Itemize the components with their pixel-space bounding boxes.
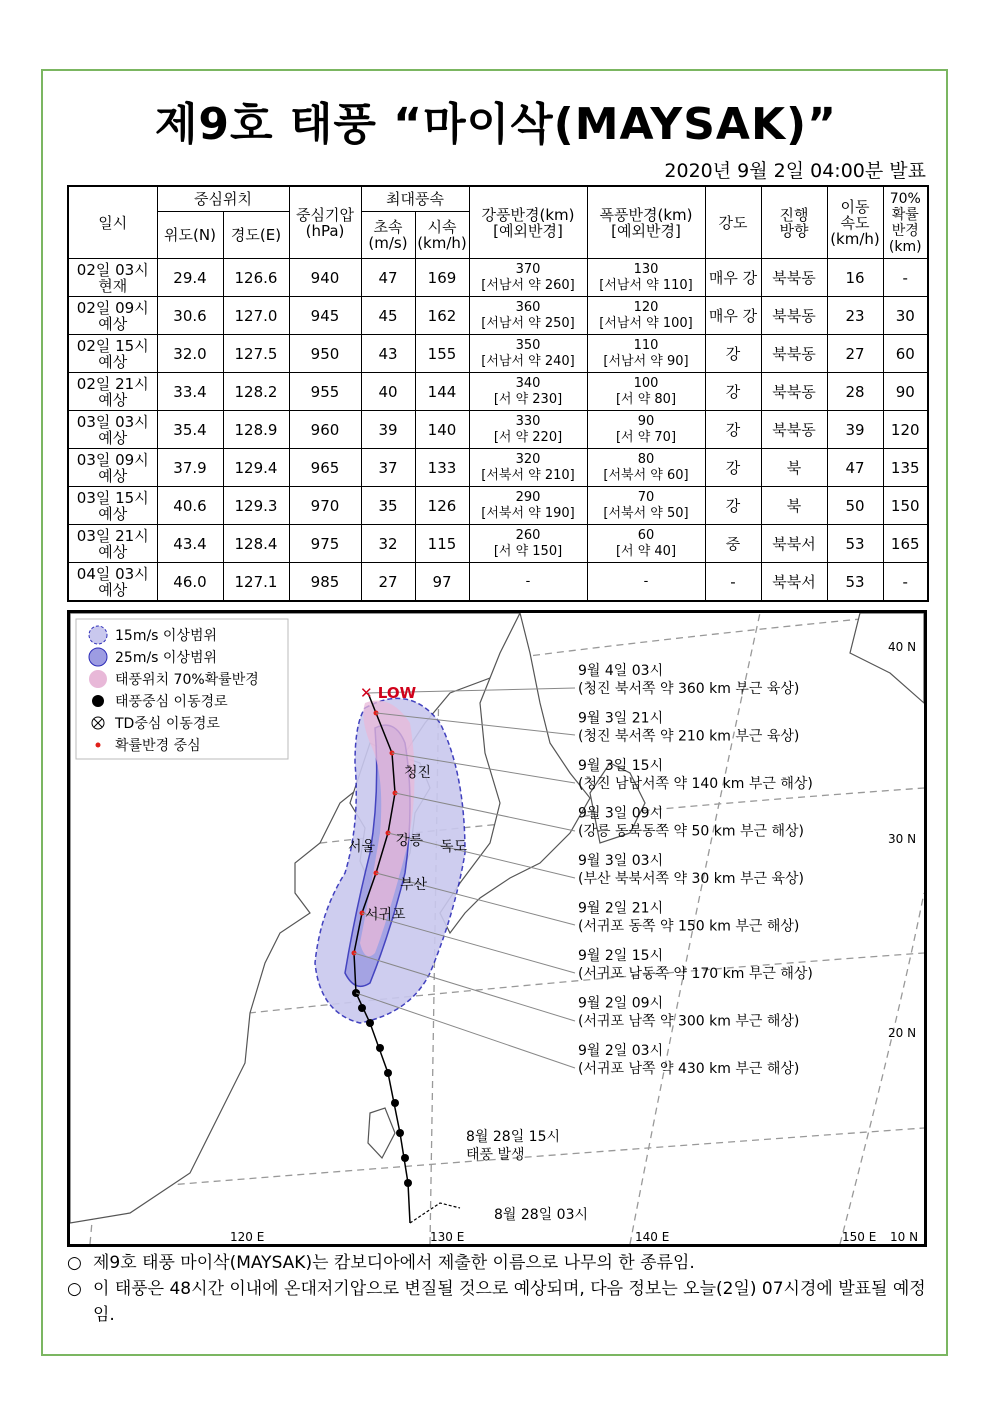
cell-strong: 370 [서남서 약 260] (469, 259, 587, 297)
table-row (68, 525, 928, 563)
cell-lat: 33.4 (157, 373, 223, 411)
cell-ms: 35 (361, 487, 415, 525)
cell-int: 중 (705, 525, 761, 563)
cell-prob: - (883, 563, 928, 602)
callout-desc: (서귀포 남쪽 약 430 km 부근 해상) (578, 1061, 800, 1077)
forecast-table (67, 185, 929, 602)
cell-lat: 32.0 (157, 335, 223, 373)
cell-storm: 100 [서 약 80] (587, 373, 705, 411)
cell-lat: 30.6 (157, 297, 223, 335)
cell-prob: 165 (883, 525, 928, 563)
table-row (68, 335, 928, 373)
header-lon: 경도(E) (223, 212, 289, 259)
callout-time: 9월 3일 21시 (578, 710, 664, 727)
cell-prob: - (883, 259, 928, 297)
cell-dir: 북 (761, 487, 827, 525)
cell-strong: - (469, 563, 587, 602)
cell-time: 02일 09시 예상 (68, 297, 157, 335)
cell-p: 950 (289, 335, 361, 373)
cell-p: 955 (289, 373, 361, 411)
callout-desc: (부산 북북서쪽 약 30 km 부근 육상) (578, 871, 804, 887)
cell-time: 03일 15시 예상 (68, 487, 157, 525)
cell-prob: 150 (883, 487, 928, 525)
cell-lat: 37.9 (157, 449, 223, 487)
city-seogwipo: 서귀포 (365, 907, 406, 923)
header-intensity: 강도 (705, 186, 761, 259)
cell-kmh: 115 (415, 525, 469, 563)
cell-strong: 290 [서북서 약 190] (469, 487, 587, 525)
lat-10: 10 N (890, 1230, 919, 1244)
cell-ms: 45 (361, 297, 415, 335)
callout-time: 9월 2일 09시 (578, 995, 664, 1012)
header-center: 중심위치 (157, 186, 289, 212)
city-cheongjin: 청진 (404, 765, 432, 781)
cell-spd: 28 (827, 373, 883, 411)
cell-time: 04일 03시 예상 (68, 563, 157, 602)
cell-lon: 127.5 (223, 335, 289, 373)
callout-time: 9월 3일 03시 (578, 853, 664, 869)
legend-probc: 확률반경 중심 (115, 738, 201, 754)
callout-desc: (서귀포 동쪽 약 150 km 부근 해상) (578, 918, 800, 935)
header-gale-radius: 강풍반경(km) [예외반경] (469, 186, 587, 259)
table-row (68, 563, 928, 602)
cell-dir: 북 (761, 449, 827, 487)
cell-kmh: 162 (415, 297, 469, 335)
cell-time: 02일 15시 예상 (68, 335, 157, 373)
table-row (68, 373, 928, 411)
cell-int: 매우 강 (705, 297, 761, 335)
cell-spd: 47 (827, 449, 883, 487)
cell-ms: 27 (361, 563, 415, 602)
cell-p: 960 (289, 411, 361, 449)
cell-storm: 70 [서북서 약 50] (587, 487, 705, 525)
svg-text:태풍 발생: 태풍 발생 (466, 1147, 525, 1163)
legend-storm: 25m/s 이상범위 (115, 650, 218, 666)
cell-prob: 120 (883, 411, 928, 449)
cell-int: 강 (705, 335, 761, 373)
legend-prob: 태풍위치 70%확률반경 (115, 672, 259, 688)
cell-lon: 128.2 (223, 373, 289, 411)
track-map (67, 610, 927, 1247)
cell-ms: 40 (361, 373, 415, 411)
issue-time: 2020년 9월 2일 04:00분 발표 (664, 160, 926, 182)
cell-lat: 29.4 (157, 259, 223, 297)
cell-strong: 350 [서남서 약 240] (469, 335, 587, 373)
header-direction: 진행 방향 (761, 186, 827, 259)
header-prob-radius: 70% 확률 반경 (km) (883, 186, 928, 259)
cell-ms: 43 (361, 335, 415, 373)
callout-desc: (강릉 동북동쪽 약 50 km 부근 해상) (578, 823, 804, 840)
table-row (68, 487, 928, 525)
city-dokdo: 독도 (440, 839, 468, 855)
cell-strong: 340 [서 약 230] (469, 373, 587, 411)
cell-p: 940 (289, 259, 361, 297)
cell-lon: 126.6 (223, 259, 289, 297)
callout-time: 9월 3일 09시 (578, 805, 664, 822)
cell-lat: 40.6 (157, 487, 223, 525)
cell-spd: 16 (827, 259, 883, 297)
cell-lon: 127.0 (223, 297, 289, 335)
note-2: ○ 이 태풍은 48시간 이내에 온대저기압으로 변질될 것으로 예상되며, 다음 정보는 오늘(2일) 07시경에 발표될 예정임. (67, 1279, 926, 1325)
header-ms: 초속 (m/s) (361, 212, 415, 259)
cell-storm: - (587, 563, 705, 602)
cell-storm: 130 [서남서 약 110] (587, 259, 705, 297)
callout-time: 9월 2일 15시 (578, 948, 664, 964)
lat-30: 30 N (888, 832, 917, 846)
header-pressure: 중심기압 (hPa) (289, 186, 361, 259)
cell-ms: 32 (361, 525, 415, 563)
lon-140: 140 E (635, 1230, 670, 1244)
cell-int: 강 (705, 373, 761, 411)
cell-time: 03일 21시 예상 (68, 525, 157, 563)
legend-td: TD중심 이동경로 (115, 716, 220, 732)
cell-kmh: 97 (415, 563, 469, 602)
cell-p: 985 (289, 563, 361, 602)
cell-ms: 39 (361, 411, 415, 449)
cell-spd: 27 (827, 335, 883, 373)
cell-dir: 북북동 (761, 297, 827, 335)
cell-ms: 47 (361, 259, 415, 297)
callout-time: 9월 2일 21시 (578, 900, 664, 917)
map-legend (76, 619, 288, 759)
cell-kmh: 144 (415, 373, 469, 411)
table-row (68, 449, 928, 487)
city-seoul: 서울 (348, 839, 376, 855)
city-gangneung: 강릉 (396, 833, 424, 849)
cell-lat: 46.0 (157, 563, 223, 602)
cell-lon: 128.4 (223, 525, 289, 563)
cell-int: 매우 강 (705, 259, 761, 297)
svg-text:8월 28일 15시: 8월 28일 15시 (466, 1129, 561, 1145)
lat-40: 40 N (888, 640, 917, 654)
lon-130: 130 E (430, 1230, 465, 1244)
callout-desc: (청진 북서쪽 약 360 km 부근 육상) (578, 681, 800, 697)
cell-spd: 39 (827, 411, 883, 449)
cell-storm: 80 [서북서 약 60] (587, 449, 705, 487)
cell-kmh: 169 (415, 259, 469, 297)
cell-spd: 53 (827, 525, 883, 563)
cell-prob: 135 (883, 449, 928, 487)
lat-20: 20 N (888, 1026, 917, 1040)
callout-desc: (서귀포 남쪽 약 300 km 부근 해상) (578, 1013, 800, 1030)
cell-kmh: 133 (415, 449, 469, 487)
callout-desc: (청진 북서쪽 약 210 km 부근 육상) (578, 728, 800, 745)
cell-kmh: 126 (415, 487, 469, 525)
cell-strong: 330 [서 약 220] (469, 411, 587, 449)
cell-prob: 60 (883, 335, 928, 373)
cell-dir: 북북동 (761, 259, 827, 297)
lon-150: 150 E (842, 1230, 877, 1244)
cell-kmh: 140 (415, 411, 469, 449)
callout-time: 9월 4일 03시 (578, 663, 664, 679)
cell-dir: 북북동 (761, 411, 827, 449)
cell-storm: 90 [서 약 70] (587, 411, 705, 449)
page-title: 제9호 태풍 “마이삭(MAYSAK)” (154, 99, 838, 150)
table-row (68, 297, 928, 335)
cell-ms: 37 (361, 449, 415, 487)
cell-spd: 53 (827, 563, 883, 602)
cell-int: 강 (705, 411, 761, 449)
header-time: 일시 (68, 186, 157, 259)
cell-p: 965 (289, 449, 361, 487)
cell-dir: 북북동 (761, 373, 827, 411)
city-busan: 부산 (400, 877, 428, 893)
lon-120: 120 E (230, 1230, 265, 1244)
cell-p: 975 (289, 525, 361, 563)
callout-time: 9월 3일 15시 (578, 758, 664, 774)
cell-prob: 30 (883, 297, 928, 335)
low-label: ✕ LOW (360, 684, 417, 702)
cell-kmh: 155 (415, 335, 469, 373)
cell-storm: 110 [서남서 약 90] (587, 335, 705, 373)
cell-storm: 60 [서 약 40] (587, 525, 705, 563)
cell-dir: 북북서 (761, 563, 827, 602)
cell-strong: 360 [서남서 약 250] (469, 297, 587, 335)
cell-p: 970 (289, 487, 361, 525)
cell-time: 02일 03시 현재 (68, 259, 157, 297)
cell-dir: 북북서 (761, 525, 827, 563)
notes (67, 1250, 927, 1328)
cell-lon: 127.1 (223, 563, 289, 602)
callout-desc: (서귀포 남동쪽 약 170 km 부근 해상) (578, 966, 813, 982)
cell-dir: 북북동 (761, 335, 827, 373)
cell-lat: 43.4 (157, 525, 223, 563)
cell-prob: 90 (883, 373, 928, 411)
cell-lat: 35.4 (157, 411, 223, 449)
cell-lon: 128.9 (223, 411, 289, 449)
header-speed: 이동 속도 (km/h) (827, 186, 883, 259)
cell-storm: 120 [서남서 약 100] (587, 297, 705, 335)
cell-strong: 320 [서북서 약 210] (469, 449, 587, 487)
callout-desc: (청진 남남서쪽 약 140 km 부근 해상) (578, 776, 813, 792)
header-maxwind: 최대풍속 (361, 186, 469, 212)
callout-time: 9월 2일 03시 (578, 1043, 664, 1059)
track-map-svg (70, 613, 924, 1244)
cell-time: 03일 03시 예상 (68, 411, 157, 449)
cell-time: 02일 21시 예상 (68, 373, 157, 411)
note-1: ○ 제9호 태풍 마이삭(MAYSAK)는 캄보디아에서 제출한 이름으로 나무의 한 종류임. (67, 1253, 695, 1273)
start-label: 8월 28일 03시 (494, 1207, 589, 1223)
header-kmh: 시속 (km/h) (415, 212, 469, 259)
legend-gale: 15m/s 이상범위 (115, 628, 218, 644)
cell-p: 945 (289, 297, 361, 335)
cell-int: 강 (705, 487, 761, 525)
cell-lon: 129.4 (223, 449, 289, 487)
cell-lon: 129.3 (223, 487, 289, 525)
cell-int: - (705, 563, 761, 602)
cell-spd: 23 (827, 297, 883, 335)
header-storm-radius: 폭풍반경(km) [예외반경] (587, 186, 705, 259)
cell-time: 03일 09시 예상 (68, 449, 157, 487)
table-row (68, 411, 928, 449)
table-row (68, 259, 928, 297)
forecast-rows (68, 259, 928, 602)
cell-strong: 260 [서 약 150] (469, 525, 587, 563)
cell-int: 강 (705, 449, 761, 487)
header-lat: 위도(N) (157, 212, 223, 259)
cell-spd: 50 (827, 487, 883, 525)
legend-track: 태풍중심 이동경로 (115, 694, 228, 710)
